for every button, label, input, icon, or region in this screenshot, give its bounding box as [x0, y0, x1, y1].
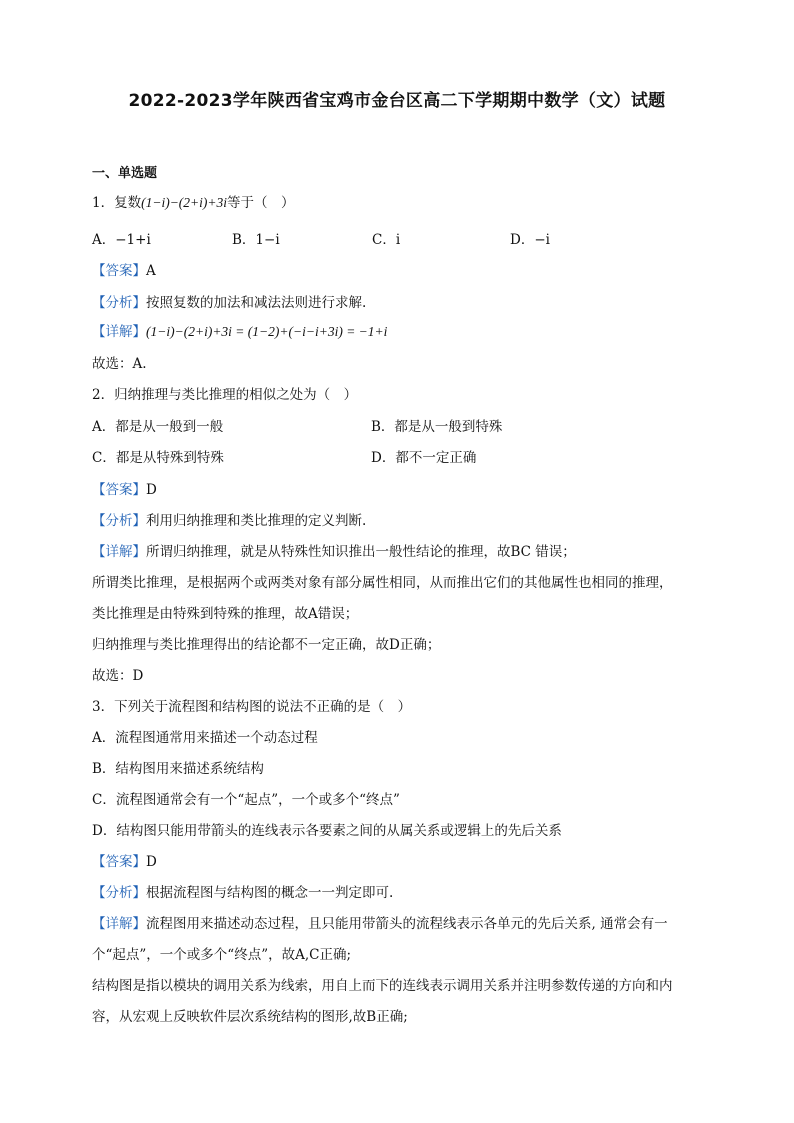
q1-detail-math: (1−i)−(2+i)+3i = (1−2)+(−i−i+3i) = −1+i	[146, 324, 388, 339]
q3-detail-2: 个“起点”，一个或多个“终点”，故A,C正确;	[92, 947, 352, 963]
q2-analysis-text: 利用归纳推理和类比推理的定义判断.	[146, 513, 367, 529]
q1-detail	[92, 323, 387, 341]
page-title: 2022-2023学年陕西省宝鸡市金台区高二下学期期中数学（文）试题	[128, 91, 666, 111]
q3-detail-4: 容，从宏观上反映软件层次系统结构的图形,故B正确;	[92, 1009, 408, 1025]
answer-tag: 【答案】	[92, 482, 146, 498]
q3-option-c: C．流程图通常会有一个“起点”，一个或多个“终点”	[92, 792, 400, 808]
analysis-tag: 【分析】	[92, 295, 146, 311]
q2-option-b: B．都是从一般到特殊	[371, 419, 503, 435]
q3-stem: 3．下列关于流程图和结构图的说法不正确的是（ ）	[92, 699, 412, 715]
q1-analysis	[92, 294, 366, 312]
detail-tag: 【详解】	[92, 324, 146, 340]
q2-detail-text-1: 所谓归纳推理，就是从特殊性知识推出一般性结论的推理，故BC 错误；	[146, 544, 576, 560]
answer-tag: 【答案】	[92, 263, 146, 279]
detail-tag: 【详解】	[92, 544, 146, 560]
q2-detail-2: 所谓类比推理，是根据两个或两类对象有部分属性相同，从而推出它们的其他属性也相同的推理，	[92, 575, 673, 591]
q1-stem	[92, 194, 295, 212]
section-heading: 一、单选题	[92, 166, 158, 181]
q1-stem-math: (1−i)−(2+i)+3i	[141, 195, 228, 210]
q1-analysis-text: 按照复数的加法和减法法则进行求解.	[146, 295, 367, 311]
analysis-tag: 【分析】	[92, 885, 146, 901]
q1-option-b: B．1−i	[232, 232, 280, 248]
q3-answer-value: D	[146, 854, 157, 870]
q1-choice: 故选：A.	[92, 356, 147, 372]
q2-stem: 2．归纳推理与类比推理的相似之处为（ ）	[92, 387, 358, 403]
q2-detail-1	[92, 543, 576, 561]
q2-detail-4: 归纳推理与类比推理得出的结论都不一定正确，故D正确；	[92, 637, 441, 653]
q1-option-a: A．−1+i	[92, 232, 151, 248]
q3-detail-1	[92, 915, 668, 933]
answer-tag: 【答案】	[92, 854, 146, 870]
q1-stem-prefix: 1．复数	[92, 195, 142, 211]
q3-analysis-text: 根据流程图与结构图的概念一一判定即可.	[146, 885, 394, 901]
q1-option-d: D．−i	[510, 232, 550, 248]
q3-analysis	[92, 884, 393, 902]
q1-answer-value: A	[146, 263, 156, 279]
q3-option-d: D．结构图只能用带箭头的连线表示各要素之间的从属关系或逻辑上的先后关系	[92, 823, 562, 839]
q2-option-c: C．都是从特殊到特殊	[92, 450, 224, 466]
q2-analysis	[92, 512, 366, 530]
q2-answer	[92, 481, 157, 499]
q3-answer	[92, 853, 157, 871]
q3-option-a: A．流程图通常用来描述一个动态过程	[92, 730, 318, 746]
detail-tag: 【详解】	[92, 916, 146, 932]
q1-option-c: C．i	[372, 232, 401, 248]
q2-choice: 故选：D	[92, 668, 144, 684]
q1-stem-suffix: 等于（ ）	[227, 195, 295, 211]
q2-detail-3: 类比推理是由特殊到特殊的推理，故A错误；	[92, 606, 359, 622]
q2-option-d: D．都不一定正确	[371, 450, 477, 466]
q3-detail-3: 结构图是指以模块的调用关系为线索，用自上而下的连线表示调用关系并注明参数传递的方向和内	[92, 978, 673, 994]
q2-option-a: A．都是从一般到一般	[92, 419, 224, 435]
q2-answer-value: D	[146, 482, 157, 498]
analysis-tag: 【分析】	[92, 513, 146, 529]
q3-detail-text-1: 流程图用来描述动态过程，且只能用带箭头的流程线表示各单元的先后关系, 通常会有一	[146, 916, 668, 932]
q1-answer	[92, 262, 156, 280]
q3-option-b: B．结构图用来描述系统结构	[92, 761, 264, 777]
